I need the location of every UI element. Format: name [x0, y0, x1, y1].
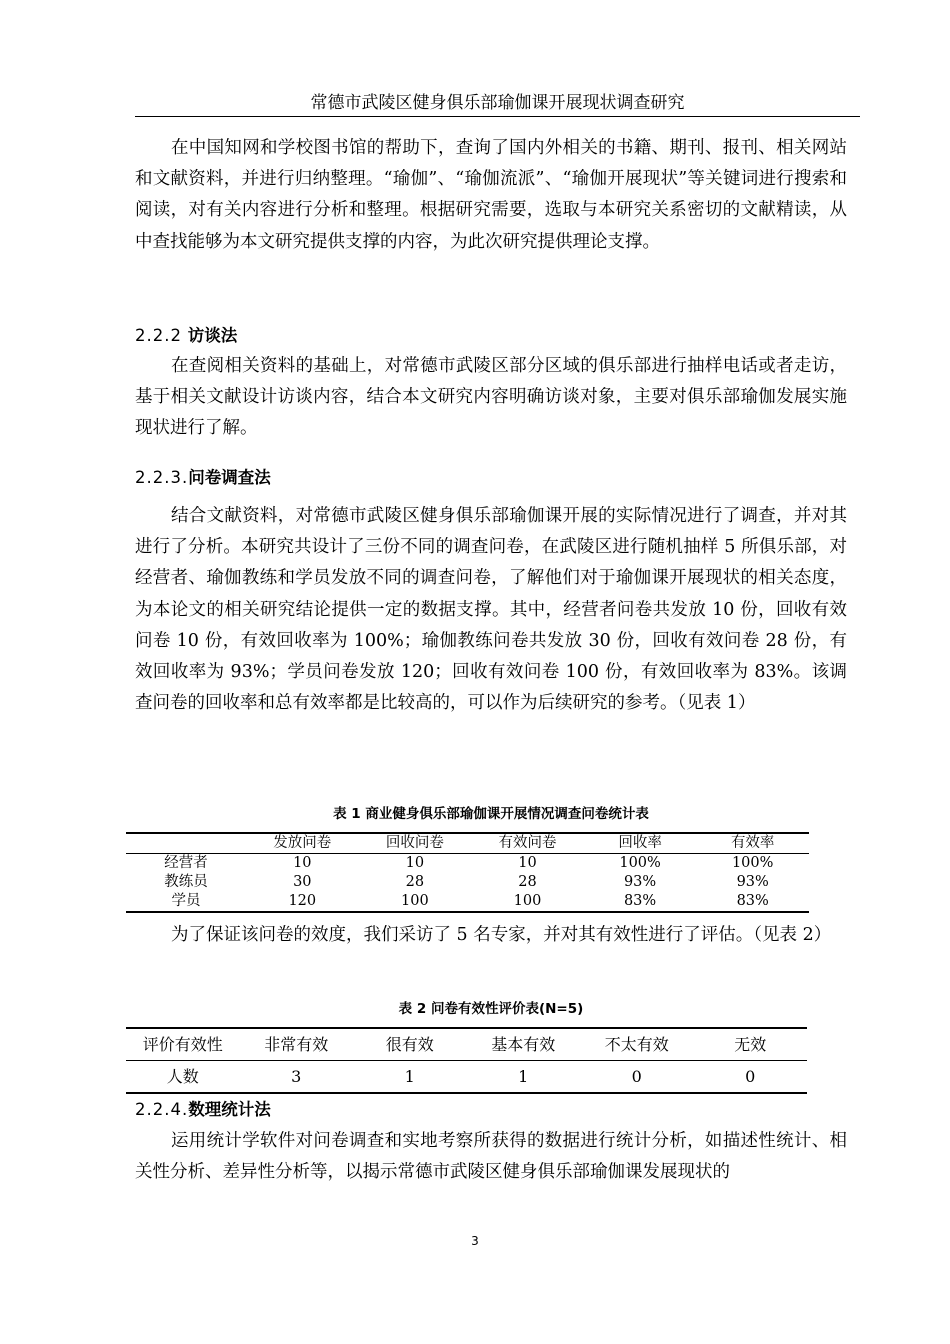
- paragraph-validity: 为了保证该问卷的效度，我们采访了 5 名专家，并对其有效性进行了评估。（见表 2）: [171, 925, 832, 945]
- table-cell: 10: [405, 855, 425, 871]
- table-header-cell: 评价有效性: [126, 1028, 240, 1061]
- table-cell: 30: [293, 874, 312, 890]
- table-cell: 28: [518, 874, 537, 890]
- paragraph-questionnaire-method: 结合文献资料，对常德市武陵区健身俱乐部瑜伽课开展的实际情况进行了调查，并对其进行了分析。本研究共设计了三份不同的调查问卷，在武陵区进行随机抽样 5 所俱乐部，对经营者、瑜伽教练和学员发放不同的调查问卷，了解他们对于瑜伽课开展现状的相关态度，为本论文的相关研究结论提供一定的数据支撑。其中，经营者问卷共发放 10 份，回收有效问卷 10 份，有效回收率为 100%；瑜伽教练问卷共发放 30 份，回收有效问卷 28 份，有效回收率为 93%；学员问卷发放 120；回收有效问卷 100 份，有效回收率为 83%。该调查问卷的回收率和总有效率都是比较高的，可以作为后续研究的参考。（见表 1）: [135, 506, 847, 714]
- table-cell: 28: [405, 874, 425, 890]
- section-heading-interview: [135, 320, 237, 351]
- table-header-row: [126, 833, 809, 854]
- section-number: 2.2.3.: [135, 468, 189, 487]
- table-row: [126, 854, 809, 874]
- table-cell: 1: [467, 1061, 581, 1094]
- section-title: 问卷调查法: [188, 468, 271, 487]
- paragraph-literature-method: 在中国知网和学校图书馆的帮助下，查询了国内外相关的书籍、期刊、报刊、相关网站和文献资料，并进行归纳整理。“瑜伽”、“瑜伽流派”、“瑜伽开展现状”等关键词进行搜索和阅读，对有关内容进行分析和整理。根据研究需要，选取与本研究关系密切的文献精读，从中查找能够为本文研究提供支撑的内容，为此次研究提供理论支撑。: [135, 138, 847, 252]
- table-cell: 1: [353, 1061, 467, 1094]
- table-cell: 人数: [126, 1061, 240, 1094]
- table-cell: 100: [471, 892, 584, 912]
- table-cell: 教练员: [164, 874, 208, 890]
- section-heading-statistics: [135, 1094, 271, 1125]
- paragraph-interview-method: 在查阅相关资料的基础上，对常德市武陵区部分区域的俱乐部进行抽样电话或者走访，基于相关文献设计访谈内容，结合本文研究内容明确访谈对象，主要对俱乐部瑜伽发展实施现状进行了解。: [135, 356, 847, 439]
- table-cell: 120: [246, 892, 359, 912]
- table-cell: 100%: [619, 855, 661, 871]
- table-cell: 0: [580, 1061, 694, 1094]
- table-cell: 0: [694, 1061, 808, 1094]
- table-cell: 93%: [623, 874, 657, 890]
- table-header-cell: 非常有效: [240, 1028, 354, 1061]
- table1-caption: 表 1 商业健身俱乐部瑜伽课开展情况调查问卷统计表: [333, 806, 649, 822]
- table-header-cell: 无效: [694, 1028, 808, 1061]
- table-cell: 100: [359, 892, 472, 912]
- running-header: 常德市武陵区健身俱乐部瑜伽课开展现状调查研究: [310, 93, 685, 113]
- header-rule: [135, 116, 860, 117]
- page-number: 3: [471, 1234, 479, 1248]
- table-cell: 83%: [696, 892, 809, 912]
- table-header-row: [126, 1028, 807, 1061]
- table-header-cell: 回收问卷: [359, 833, 472, 854]
- table2-caption: 表 2 问卷有效性评价表(N=5): [398, 1001, 584, 1017]
- section-number: 2.2.2: [135, 326, 182, 345]
- table-header-cell: 回收率: [584, 833, 697, 854]
- table-cell: 100%: [731, 855, 774, 871]
- table-header-cell: 有效率: [696, 833, 809, 854]
- table-header-cell: 很有效: [353, 1028, 467, 1061]
- table-header-cell: [126, 833, 246, 854]
- table-cell: 93%: [736, 874, 769, 890]
- table-header-cell: 有效问卷: [471, 833, 584, 854]
- table-row: [126, 1061, 807, 1094]
- table-cell: 学员: [126, 892, 246, 912]
- table-header-cell: 不太有效: [580, 1028, 694, 1061]
- validity-evaluation-table: [126, 1027, 807, 1094]
- section-title: 数理统计法: [188, 1100, 271, 1119]
- paragraph-statistics-method: 运用统计学软件对问卷调查和实地考察所获得的数据进行统计分析，如描述性统计、相关性分析、差异性分析等，以揭示常德市武陵区健身俱乐部瑜伽课发展现状的: [135, 1131, 847, 1183]
- section-number: 2.2.4.: [135, 1100, 189, 1119]
- table-cell: 经营者: [164, 855, 208, 871]
- table-header-cell: 发放问卷: [246, 833, 359, 854]
- table-row: [126, 873, 809, 892]
- section-heading-questionnaire: [135, 462, 271, 493]
- table-cell: 3: [240, 1061, 354, 1094]
- questionnaire-statistics-table: [126, 832, 809, 913]
- section-title: 访谈法: [181, 326, 238, 345]
- table-cell: 10: [518, 855, 537, 871]
- table-cell: 83%: [584, 892, 697, 912]
- table-header-cell: 基本有效: [467, 1028, 581, 1061]
- table-row: [126, 892, 809, 912]
- table-cell: 10: [293, 855, 312, 871]
